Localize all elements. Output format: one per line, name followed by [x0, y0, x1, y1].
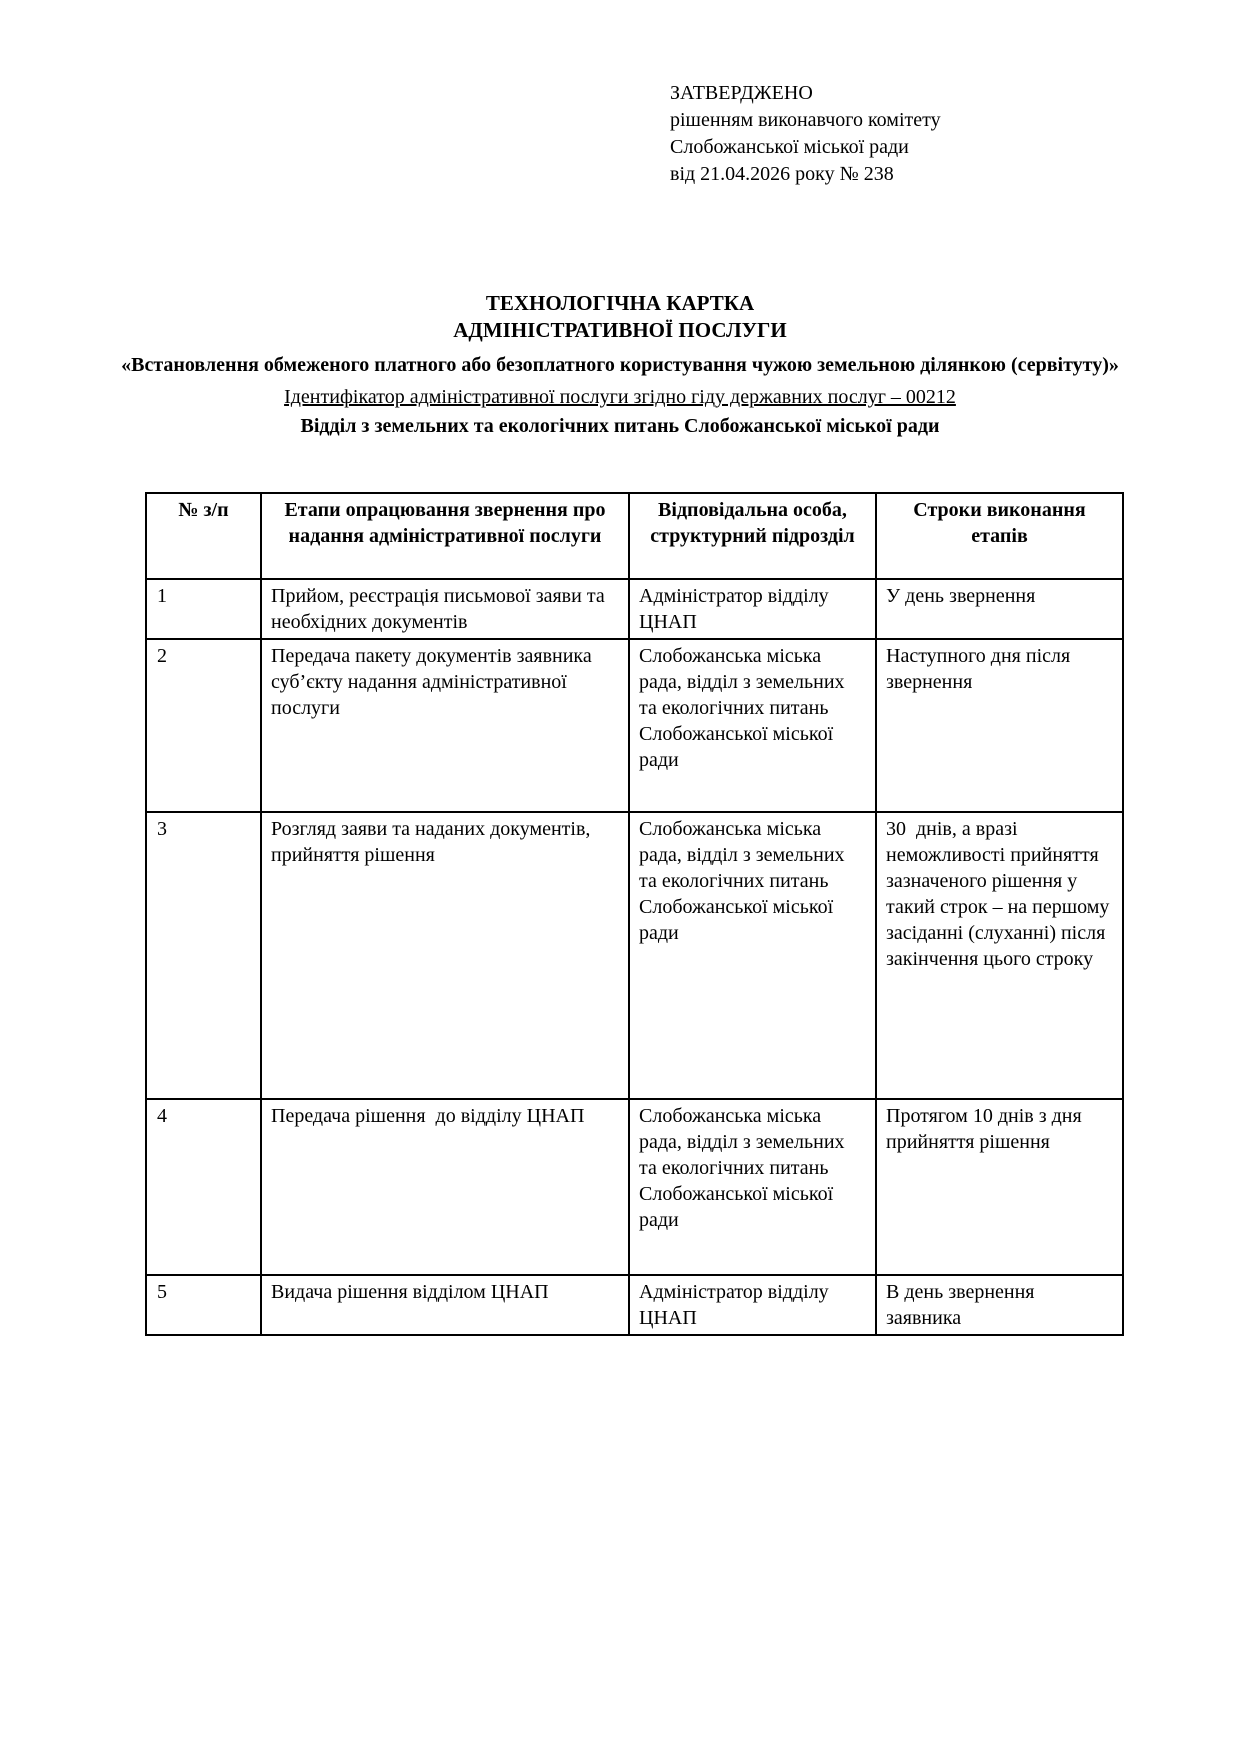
approval-line-council: Слобожанської міської ради	[670, 136, 909, 158]
term-cell: В день звернення заявника	[876, 1275, 1123, 1335]
approval-line-date-number: від 21.04.2026 року № 238	[670, 163, 894, 185]
row-number: 1	[146, 579, 261, 639]
table-row	[146, 812, 1123, 1099]
term-cell: Протягом 10 днів з дня прийняття рішення	[876, 1099, 1123, 1275]
service-name-subtitle: «Встановлення обмеженого платного або безоплатного користування чужою земельною ділянкою (сервітуту)»	[121, 354, 1119, 376]
row-number: 3	[146, 812, 261, 1099]
row-number: 2	[146, 639, 261, 812]
table-row	[146, 1275, 1123, 1335]
table-row	[146, 639, 1123, 812]
header-cell-terms: Строки виконання етапів	[876, 493, 1123, 579]
term-cell: У день звернення	[876, 579, 1123, 639]
term-cell: 30 днів, а вразі неможливості прийняття зазначеного рішення у такий строк – на першому засіданні (слуханні) після закінчення цього строку	[876, 812, 1123, 1099]
header-cell-number: № з/п	[146, 493, 261, 579]
approval-line-approved: ЗАТВЕРДЖЕНО	[670, 82, 813, 104]
term-cell: Наступного дня після звернення	[876, 639, 1123, 812]
service-identifier: Ідентифікатор адміністративної послуги згідно гіду державних послуг – 00212	[284, 386, 956, 408]
process-stages-table	[145, 492, 1124, 1336]
approval-line-decision: рішенням виконавчого комітету	[670, 109, 941, 131]
stage-cell: Видача рішення відділом ЦНАП	[261, 1275, 629, 1335]
responsible-cell: Адміністратор відділу ЦНАП	[629, 579, 876, 639]
table-row	[146, 579, 1123, 639]
approval-block	[670, 80, 941, 188]
responsible-cell: Слобожанська міська рада, відділ з земельних та екологічних питань Слобожанської міської ради	[629, 812, 876, 1099]
header-cell-responsible: Відповідальна особа, структурний підрозділ	[629, 493, 876, 579]
title-block	[0, 290, 1240, 440]
department-name: Відділ з земельних та екологічних питань Слобожанської міської ради	[300, 415, 940, 437]
row-number: 5	[146, 1275, 261, 1335]
stage-cell: Передача пакету документів заявника суб’єкту надання адміністративної послуги	[261, 639, 629, 812]
responsible-cell: Слобожанська міська рада, відділ з земельних та екологічних питань Слобожанської міської ради	[629, 639, 876, 812]
responsible-cell: Адміністратор відділу ЦНАП	[629, 1275, 876, 1335]
stage-cell: Передача рішення до відділу ЦНАП	[261, 1099, 629, 1275]
page-title-line-1: ТЕХНОЛОГІЧНА КАРТКА	[485, 291, 755, 315]
stage-cell: Розгляд заяви та наданих документів, прийняття рішення	[261, 812, 629, 1099]
header-cell-stages: Етапи опрацювання звернення про надання адміністративної послуги	[261, 493, 629, 579]
page-title-line-2: АДМІНІСТРАТИВНОЇ ПОСЛУГИ	[453, 318, 787, 342]
row-number: 4	[146, 1099, 261, 1275]
table-row	[146, 1099, 1123, 1275]
table-header-row	[146, 493, 1123, 579]
stage-cell: Прийом, реєстрація письмової заяви та необхідних документів	[261, 579, 629, 639]
responsible-cell: Слобожанська міська рада, відділ з земельних та екологічних питань Слобожанської міської ради	[629, 1099, 876, 1275]
